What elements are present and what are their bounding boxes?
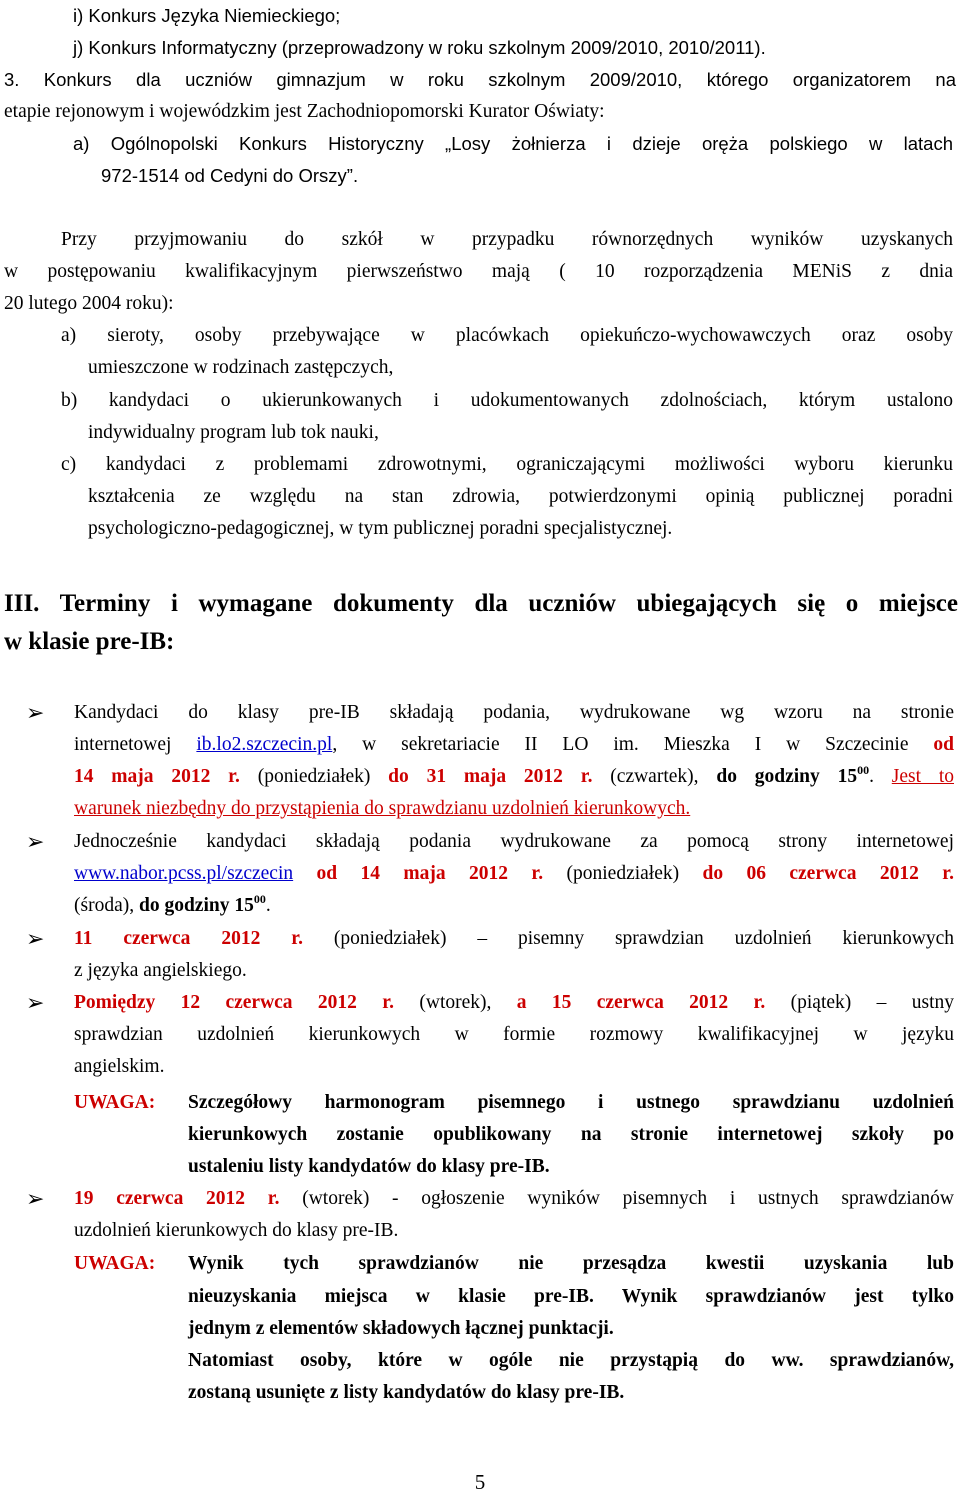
note-2-line4: Natomiast osoby, które w ogóle nie przystąpią do ww. sprawdzianów,	[188, 1350, 954, 1371]
section-heading-line1: III. Terminy i wymagane dokumenty dla uczniów ubiegających się o miejsce	[4, 590, 958, 617]
list-item-3a-line2: 972-1514 od Cedyni do Orszy”.	[101, 165, 359, 186]
note-2-line5: zostaną usunięte z listy kandydatów do klasy pre-IB.	[188, 1382, 625, 1403]
bullet-4-line3: angielskim.	[74, 1056, 165, 1077]
note-1-line3: ustaleniu listy kandydatów do klasy pre-IB.	[188, 1156, 550, 1177]
note-2-line3: jednym z elementów składowych łącznej punktacji.	[188, 1318, 614, 1339]
nabor-website-link[interactable]: www.nabor.pcss.pl/szczecin	[74, 863, 294, 884]
bullet-5-line2: uzdolnień kierunkowych do klasy pre-IB.	[74, 1220, 399, 1241]
list-item-j: j) Konkurs Informatyczny (przeprowadzony w roku szkolnym 2009/2010, 2010/2011).	[73, 37, 766, 58]
bullet-3-line1: 11 czerwca 2012 r. (poniedziałek) – pisemny sprawdzian uzdolnień kierunkowych	[74, 928, 954, 949]
bullet-1-line3: 14 maja 2012 r. (poniedziałek) do 31 maja 2012 r. (czwartek), do godziny $15^{00}$. Jest to	[74, 763, 954, 787]
priority-item-a-line2: umieszczone w rodzinach zastępczych,	[88, 357, 394, 378]
note-1-line1: Szczegółowy harmonogram pisemnego i ustnego sprawdzianu uzdolnień	[188, 1092, 954, 1113]
note-1-line2: kierunkowych zostanie opublikowany na stronie internetowej szkoły po	[188, 1124, 954, 1145]
note-2-line1: Wynik tych sprawdzianów nie przesądza kwestii uzyskania lub	[188, 1253, 954, 1274]
bullet-3-line2: z języka angielskiego.	[74, 960, 247, 981]
list-item-3-line2: etapie rejonowym i wojewódzkim jest Zachodniopomorski Kurator Oświaty:	[4, 101, 605, 122]
bullet-1-line1: Kandydaci do klasy pre-IB składają podania, wydrukowane wg wzoru na stronie	[74, 702, 954, 723]
bullet-5-line1: 19 czerwca 2012 r. (wtorek) - ogłoszenie wyników pisemnych i ustnych sprawdzianów	[74, 1188, 954, 1209]
arrow-bullet-icon: ➢	[26, 829, 45, 854]
list-item-3a-line1: a) Ogólnopolski Konkurs Historyczny „Losy żołnierza i dzieje oręża polskiego w latach	[73, 133, 953, 154]
arrow-bullet-icon: ➢	[26, 990, 45, 1015]
bullet-2-line1: Jednocześnie kandydaci składają podania wydrukowane za pomocą strony internetowej	[74, 831, 954, 852]
note-1-label: UWAGA:	[74, 1092, 156, 1113]
priority-item-b-line1: b) kandydaci o ukierunkowanych i udokumentowanych zdolnościach, którym ustalono	[61, 390, 953, 411]
bullet-2-line3: (środa), do godziny $15^{00}$.	[74, 892, 271, 916]
note-2-label: UWAGA:	[74, 1253, 156, 1274]
arrow-bullet-icon: ➢	[26, 1186, 45, 1211]
arrow-bullet-icon: ➢	[26, 700, 45, 725]
priority-item-c-line1: c) kandydaci z problemami zdrowotnymi, ograniczającymi możliwości wyboru kierunku	[61, 454, 953, 475]
bullet-4-line1: Pomiędzy 12 czerwca 2012 r. (wtorek), a 15 czerwca 2012 r. (piątek) – ustny	[74, 992, 954, 1013]
bullet-1-line4: warunek niezbędny do przystąpienia do sprawdzianu uzdolnień kierunkowych.	[74, 798, 691, 819]
list-item-i: i) Konkurs Języka Niemieckiego;	[73, 5, 341, 26]
arrow-bullet-icon: ➢	[26, 926, 45, 951]
page-number: 5	[474, 1470, 486, 1494]
priority-item-b-line2: indywidualny program lub tok nauki,	[88, 422, 379, 443]
priority-intro-line1: Przy przyjmowaniu do szkół w przypadku równorzędnych wyników uzyskanych	[61, 229, 953, 250]
priority-item-c-line3: psychologiczno-pedagogicznej, w tym publicznej poradni specjalistycznej.	[88, 518, 673, 539]
list-item-3-line1: 3. Konkurs dla uczniów gimnazjum w roku szkolnym 2009/2010, którego organizatorem na	[4, 69, 956, 90]
bullet-2-line2: www.nabor.pcss.pl/szczecin od 14 maja 2012 r. (poniedziałek) do 06 czerwca 2012 r.	[74, 863, 954, 884]
section-heading-line2: w klasie pre-IB:	[4, 628, 175, 655]
priority-intro-line3: 20 lutego 2004 roku):	[4, 293, 174, 314]
priority-item-c-line2: kształcenia ze względu na stan zdrowia, potwierdzonymi opinią publicznej poradni	[88, 486, 953, 507]
priority-intro-line2: w postępowaniu kwalifikacyjnym pierwszeństwo mają ( 10 rozporządzenia MENiS z dnia	[4, 261, 953, 282]
bullet-1-line2: internetowej ib.lo2.szczecin.pl, w sekretariacie II LO im. Mieszka I w Szczecinie od	[74, 734, 955, 755]
priority-item-a-line1: a) sieroty, osoby przebywające w placówkach opiekuńczo-wychowawczych oraz osoby	[61, 325, 953, 346]
bullet-4-line2: sprawdzian uzdolnień kierunkowych w formie rozmowy kwalifikacyjnej w języku	[74, 1024, 954, 1045]
school-website-link[interactable]: ib.lo2.szczecin.pl	[196, 734, 333, 755]
note-2-line2: nieuzyskania miejsca w klasie pre-IB. Wynik sprawdzianów jest tylko	[188, 1286, 954, 1307]
